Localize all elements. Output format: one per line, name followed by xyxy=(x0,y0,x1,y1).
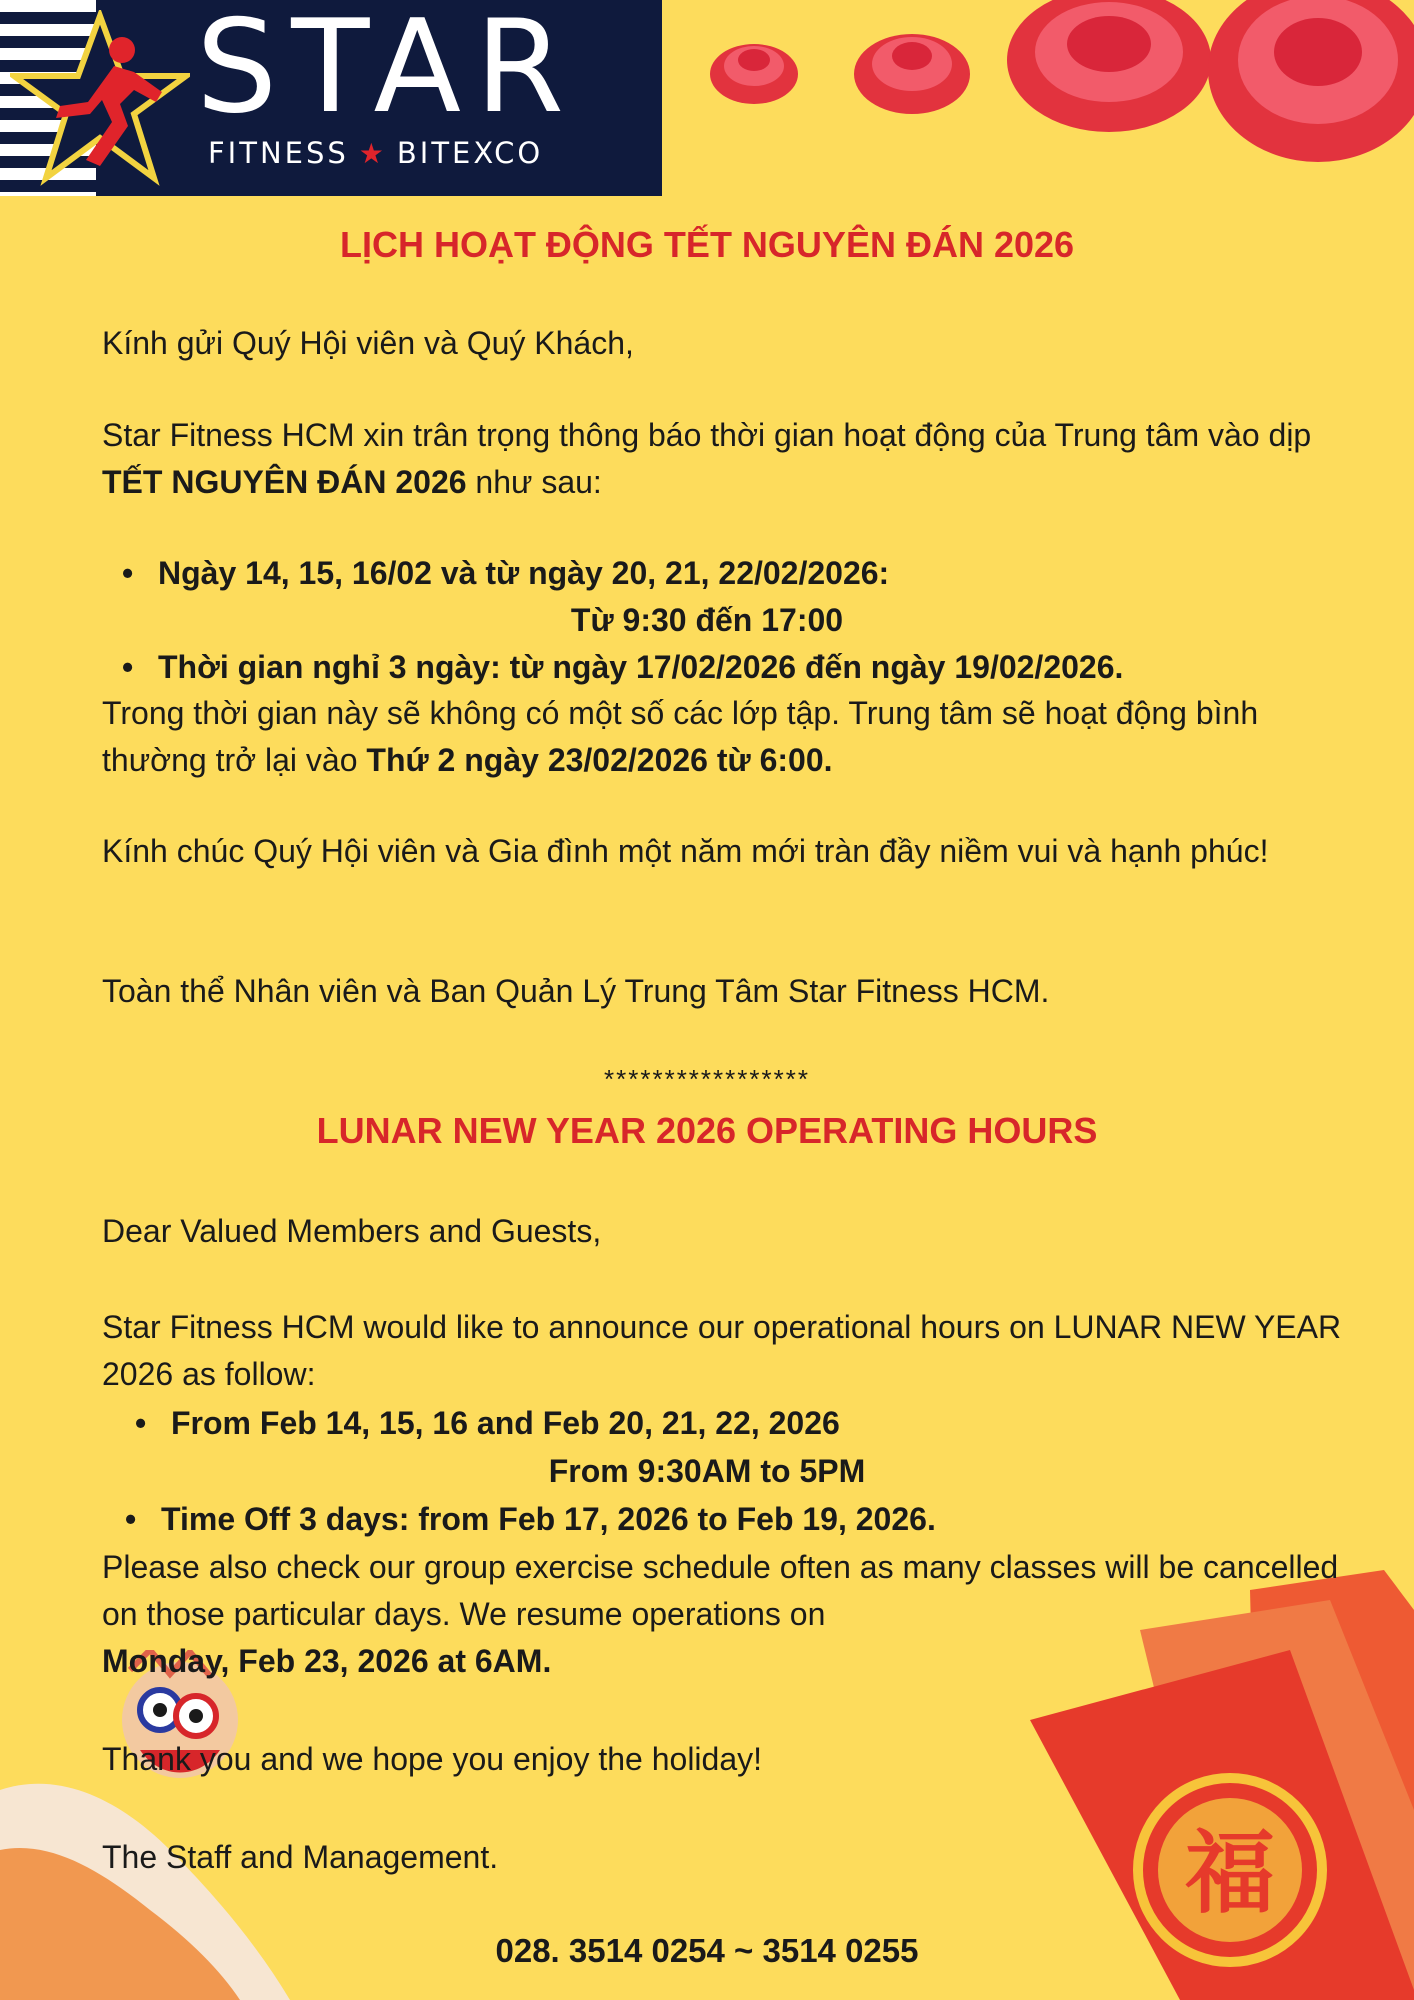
vi-bullet-closed-days: • Thời gian nghỉ 3 ngày: từ ngày 17/02/2026 đến ngày 19/02/2026. xyxy=(158,644,1123,691)
vi-wish: Kính chúc Quý Hội viên và Gia đình một năm mới tràn đầy niềm vui và hạnh phúc! xyxy=(102,833,1269,869)
vi-open-hours: Từ 9:30 đến 17:00 xyxy=(570,602,844,638)
vi-signoff: Toàn thể Nhân viên và Ban Quản Lý Trung Tâm Star Fitness HCM. xyxy=(102,973,1050,1009)
separator: ***************** xyxy=(603,1064,810,1094)
vi-intro: Star Fitness HCM xin trân trọng thông báo thời gian hoạt động của Trung tâm vào dịp TẾT NGUYÊN ĐÁN 2026 như sau: xyxy=(102,417,1312,500)
vi-title: LỊCH HOẠT ĐỘNG TẾT NGUYÊN ĐÁN 2026 xyxy=(339,224,1075,265)
peony-flower-icon xyxy=(706,30,802,110)
en-signoff: The Staff and Management. xyxy=(102,1839,499,1875)
vi-greeting: Kính gửi Quý Hội viên và Quý Khách, xyxy=(102,325,634,361)
peony-flower-icon xyxy=(1200,0,1414,176)
en-bullet-closed-days: • Time Off 3 days: from Feb 17, 2026 to Feb 19, 2026. xyxy=(161,1496,936,1543)
en-title: LUNAR NEW YEAR 2026 OPERATING HOURS xyxy=(316,1110,1098,1151)
en-thanks: Thank you and we hope you enjoy the holiday! xyxy=(102,1741,763,1777)
en-intro: Star Fitness HCM would like to announce our operational hours on LUNAR NEW YEAR 2026 as follow: xyxy=(102,1309,1342,1392)
vi-bullet-open-days: • Ngày 14, 15, 16/02 và từ ngày 20, 21, 22/02/2026: xyxy=(158,550,889,597)
en-note: Please also check our group exercise schedule often as many classes will be cancelled on those particular days. We resume operations on Monday, Feb 23, 2026 at 6AM. xyxy=(102,1549,1339,1679)
runner-star-icon xyxy=(10,10,190,190)
en-open-hours: From 9:30AM to 5PM xyxy=(548,1453,866,1489)
en-bullet-open-days: • From Feb 14, 15, 16 and Feb 20, 21, 22, 2026 xyxy=(171,1400,840,1447)
phone-number: 028. 3514 0254 ~ 3514 0255 xyxy=(495,1932,919,1969)
logo-wordmark: STAR xyxy=(196,0,578,142)
en-greeting: Dear Valued Members and Guests, xyxy=(102,1213,602,1249)
vi-note: Trong thời gian này sẽ không có một số các lớp tập. Trung tâm sẽ hoạt động bình thường trở lại vào Thứ 2 ngày 23/02/2026 từ 6:00. xyxy=(102,695,1259,778)
svg-text:福: 福 xyxy=(1185,1821,1275,1926)
peony-flower-icon xyxy=(850,18,974,118)
logo-subtitle: FITNESS ★ BITEXCO xyxy=(208,136,544,170)
peony-flower-icon xyxy=(1004,0,1214,150)
star-fitness-logo xyxy=(0,0,662,196)
